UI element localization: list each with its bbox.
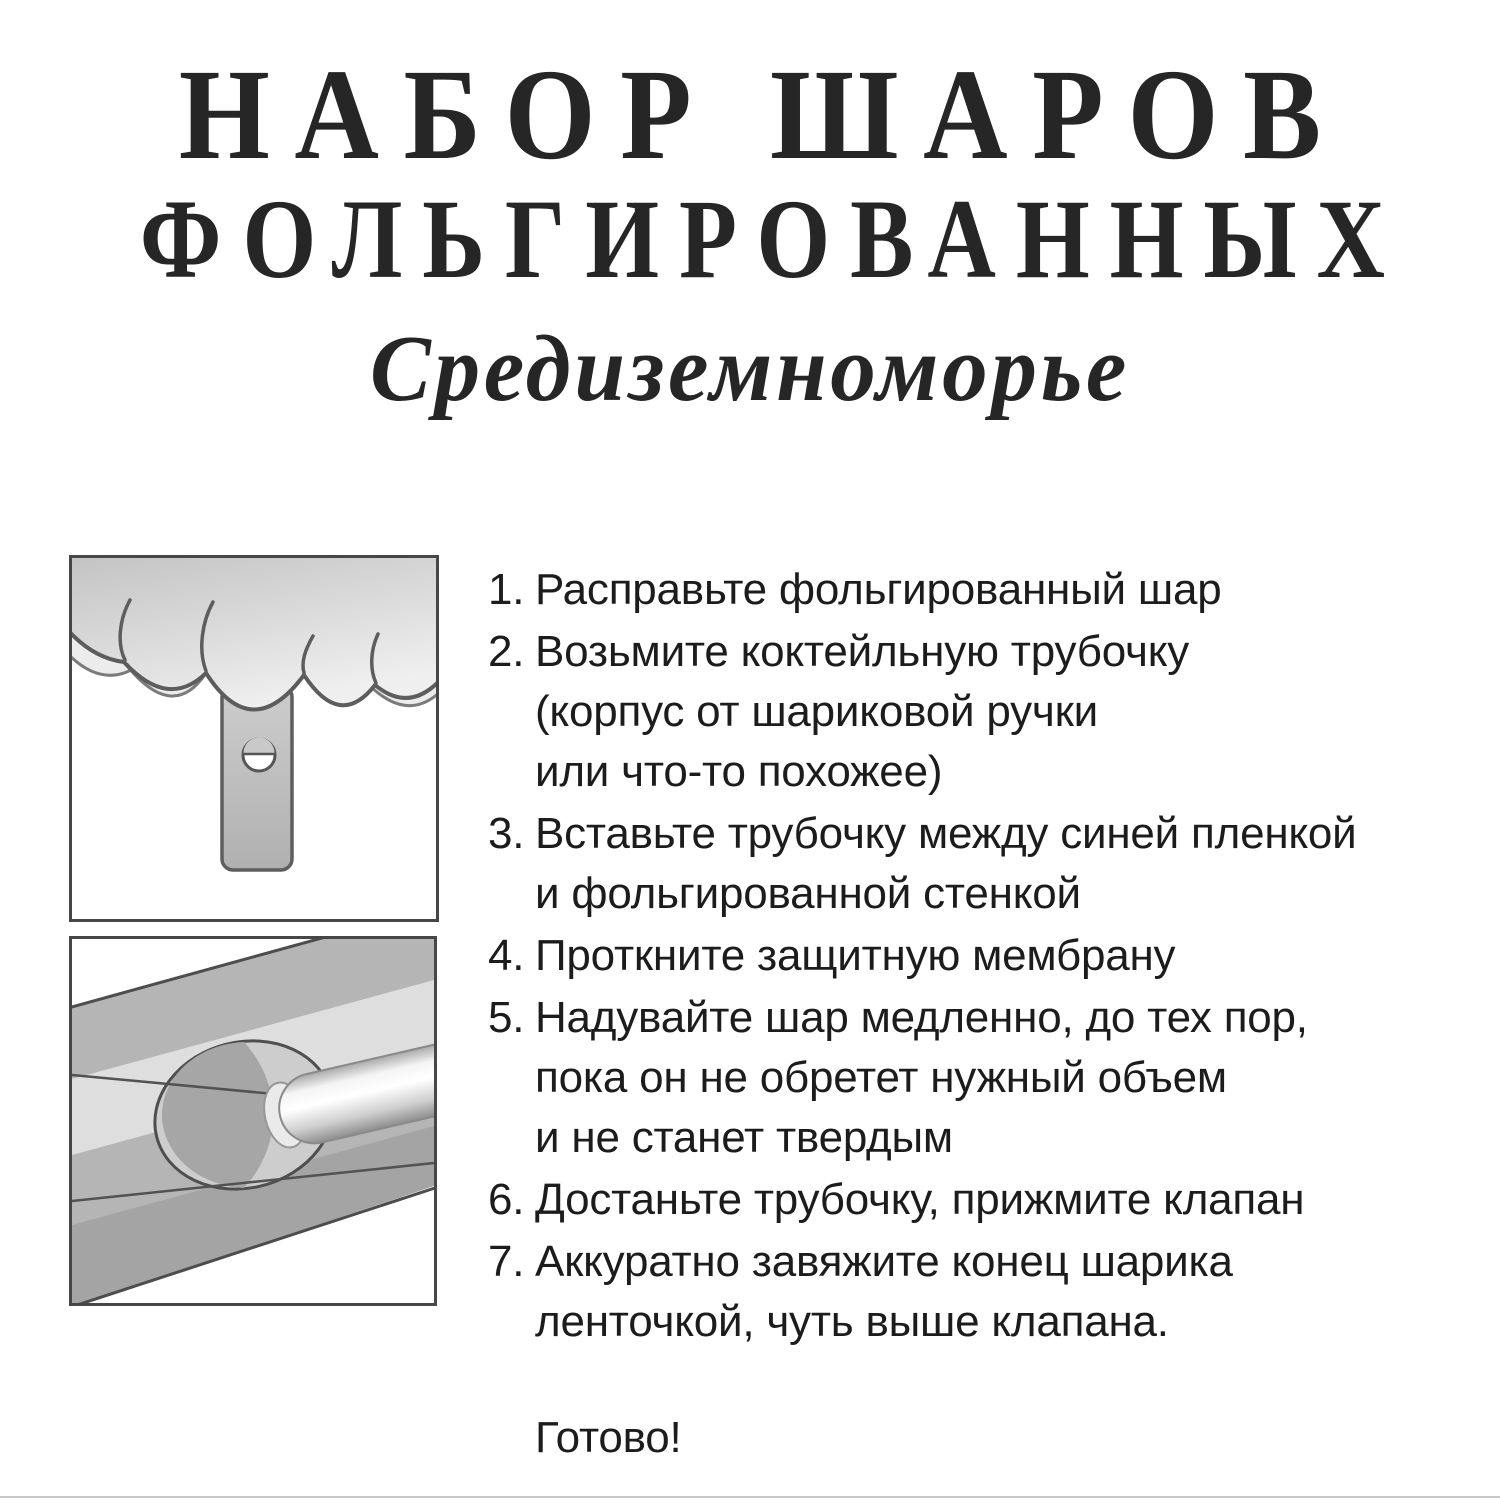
page-title-line2: ФОЛЬГИРОВАННЫХ — [139, 177, 1406, 302]
item-text: Вставьте трубочку между синей пленкой — [535, 809, 1357, 858]
item-text: Аккуратно завяжите конец шарика — [535, 1237, 1233, 1286]
instruction-item-3 — [488, 804, 1448, 924]
item-text: Расправьте фольгированный шар — [535, 565, 1222, 614]
balloon-body — [72, 558, 436, 710]
item-text: ленточкой, чуть выше клапана. — [535, 1297, 1169, 1346]
item-text: Достаньте трубочку, прижмите клапан — [535, 1175, 1305, 1224]
item-text: Возьмите коктейльную трубочку — [535, 627, 1190, 676]
page-title-line1: НАБОР ШАРОВ — [178, 43, 1346, 187]
item-text: или что-то похожее) — [535, 747, 943, 796]
item-number: 3. — [488, 809, 525, 858]
item-number: 1. — [488, 565, 525, 614]
item-text: (корпус от шариковой ручки — [535, 687, 1098, 736]
instruction-item-6 — [488, 1170, 1448, 1230]
item-text: и фольгированной стенкой — [535, 869, 1081, 918]
straw-in-valve-illustration — [72, 939, 434, 1303]
valve-tab-hole — [243, 738, 275, 772]
instructions-list — [488, 560, 1448, 1468]
item-text: пока он не обретет нужный объем — [535, 1053, 1227, 1102]
figure-straw-in-valve — [69, 936, 437, 1306]
instruction-item-4 — [488, 926, 1448, 986]
page-bottom-edge — [0, 1496, 1500, 1498]
page-subtitle: Средиземноморье — [369, 317, 1131, 421]
item-number: 6. — [488, 1175, 525, 1224]
instruction-item-5 — [488, 988, 1448, 1168]
instruction-item-1 — [488, 560, 1448, 620]
done-text: Готово! — [535, 1413, 682, 1462]
instruction-item-7 — [488, 1232, 1448, 1352]
instruction-item-2 — [488, 622, 1448, 802]
item-number: 7. — [488, 1237, 525, 1286]
item-text: Надувайте шар медленно, до тех пор, — [535, 993, 1308, 1042]
valve-tab — [222, 686, 292, 870]
item-number: 2. — [488, 627, 525, 676]
figure-balloon-valve-tab — [69, 555, 439, 922]
item-number: 4. — [488, 931, 525, 980]
item-text: Проткните защитную мембрану — [535, 931, 1176, 980]
item-text: и не станет твердым — [535, 1113, 953, 1162]
balloon-valve-tab-illustration — [72, 558, 436, 919]
item-number: 5. — [488, 993, 525, 1042]
